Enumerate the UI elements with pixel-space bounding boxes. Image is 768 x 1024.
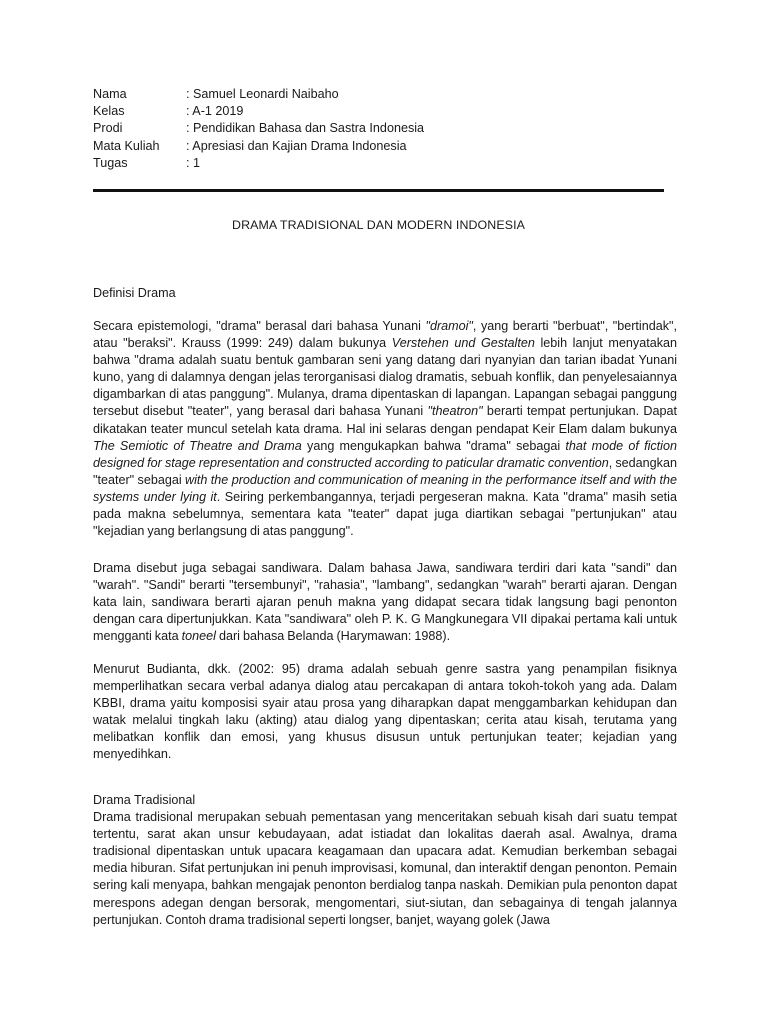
paragraph: Menurut Budianta, dkk. (2002: 95) drama adalah sebuah genre sastra yang penampilan fisiknya memperlihatkan secara verbal adanya dialog atau percakapan di antara tokoh-tokoh yang ada. Dalam KBBI, drama yaitu komposisi syair atau prosa yang diharapkan dapat menggambarkan kehidupan dan watak melalui tingkah laku (akting) atau dialog yang dipentaskan; cerita atau kisah, terutama yang melibatkan konflik dan emosi, yang khusus disusun untuk pertunjukan teater; kejadian yang menyedihkan. xyxy=(93,662,677,762)
header-value: : A-1 2019 xyxy=(186,104,244,119)
text-run: lebih lanjut menyatakan bahwa "drama adalah suatu bentuk gambaran seni yang datang dari nyanyian dan tarian ibadat Yunani kuno, yang di dalamnya dengan jelas terorganisasi dialog dramatis, sebuah konflik, dan penyelesaiannya digambarkan di atas panggung". Mulanya, drama dipentaskan di lapangan. Lapangan sebagai panggung tersebut disebut "teater", yang berasal dari bahasa Yunani xyxy=(93,336,678,419)
definisi-paragraph-2 xyxy=(93,560,677,645)
italic-run: "dramoi" xyxy=(425,319,473,333)
section-tradisional xyxy=(93,792,677,929)
italic-run: toneel xyxy=(181,629,216,644)
header-row-tugas xyxy=(93,155,424,172)
paragraph xyxy=(93,318,677,540)
header-row-mata-kuliah xyxy=(93,138,424,155)
header-label: Kelas xyxy=(93,104,125,119)
italic-run: The Semiotic of Theatre and Drama xyxy=(93,438,302,453)
paragraph: Drama tradisional merupakan sebuah pementasan yang menceritakan sebuah kisah dari suatu tempat tertentu, sarat akan unsur kebudayaan, adat istiadat dan lokalitas daerah asal. Awalnya, drama tradisional dipentaskan untuk upacara keagamaan dan upacara adat. Kemudian berkemban sebagai media hiburan. Sifat pertunjukan ini penuh improvisasi, komunal, dan interaktif dengan penonton. Pemain sering kali menyapa, bahkan mengajak penonton berdialog tanpa naskah. Demikian pula penonton dapat merespons adegan dengan bersorak, mengomentari, siut-siutan, dan sebagainya di tengah jalannya pertunjukan. Contoh drama tradisional seperti longser, banjet, wayang golek (Jawa xyxy=(93,810,677,927)
header-divider xyxy=(93,189,664,192)
italic-run: Verstehen und Gestalten xyxy=(391,336,535,351)
identity-header xyxy=(93,86,424,172)
header-label: Mata Kuliah xyxy=(93,138,160,153)
text-run: , yang berarti "berbuat", "bertindak", atau "beraksi". Krauss (1999: 249) dalam bukunya xyxy=(93,319,677,351)
text-run: Secara epistemologi, "drama" berasal dari bahasa Yunani xyxy=(93,319,426,333)
header-row-kelas xyxy=(93,103,424,120)
header-label: Tugas xyxy=(93,155,128,170)
section-heading: Definisi Drama xyxy=(93,286,176,300)
document-title: DRAMA TRADISIONAL DAN MODERN INDONESIA xyxy=(232,218,525,232)
section-heading: Drama Tradisional xyxy=(93,793,196,807)
paragraph xyxy=(93,560,677,645)
italic-run: with the production and communication of meaning in the performance itself and with the systems under lying it xyxy=(93,472,677,504)
header-label: Nama xyxy=(93,87,127,101)
header-value: : Samuel Leonardi Naibaho xyxy=(186,87,339,101)
text-run: Drama disebut juga sebagai sandiwara. Dalam bahasa Jawa, sandiwara terdiri dari kata "sandi" dan "warah". "Sandi" berarti "tersembunyi", "rahasia", "lambang", sedangkan "warah" berarti ajaran. Dengan kata lain, sandiwara berarti ajaran penuh makna yang didapat secara tidak langsung bagi penonton dengan cara dipertunjukkan. Kata "sandiwara" oleh P. K. G Mangkunegara VII dipakai pertama kali untuk mengganti kata xyxy=(93,561,677,644)
header-row-nama xyxy=(93,86,424,103)
header-value: : Pendidikan Bahasa dan Sastra Indonesia xyxy=(186,121,425,136)
text-run: . Seiring perkembangannya, terjadi pergeseran makna. Kata "drama" masih setia pada makna sebelumnya, sementara kata "teater" dapat juga diartikan sebagai "pertunjukan" atau "kejadian yang berlangsung di atas panggung". xyxy=(93,489,677,539)
text-run: berarti tempat pertunjukan. Dapat dikatakan teater muncul setelah kata drama. Hal ini selaras dengan pendapat Keir Elam dalam bukunya xyxy=(93,404,677,436)
header-value: : Apresiasi dan Kajian Drama Indonesia xyxy=(186,138,407,153)
header-label: Prodi xyxy=(93,121,123,136)
definisi-paragraph-3 xyxy=(93,661,677,764)
text-run: dari bahasa Belanda (Harymawan: 1988). xyxy=(215,629,451,644)
italic-run: "theatron" xyxy=(427,404,483,419)
section-definisi-heading xyxy=(93,285,677,302)
text-run: , sedangkan "teater" sebagai xyxy=(93,455,677,487)
definisi-paragraph-1 xyxy=(93,318,677,540)
text-run: yang mengukapkan bahwa "drama" sebagai xyxy=(301,438,566,453)
header-row-prodi xyxy=(93,120,424,137)
italic-run: that mode of fiction designed for stage representation and constructed according to paticular dramatic convention xyxy=(93,438,677,470)
header-value: : 1 xyxy=(186,155,201,170)
